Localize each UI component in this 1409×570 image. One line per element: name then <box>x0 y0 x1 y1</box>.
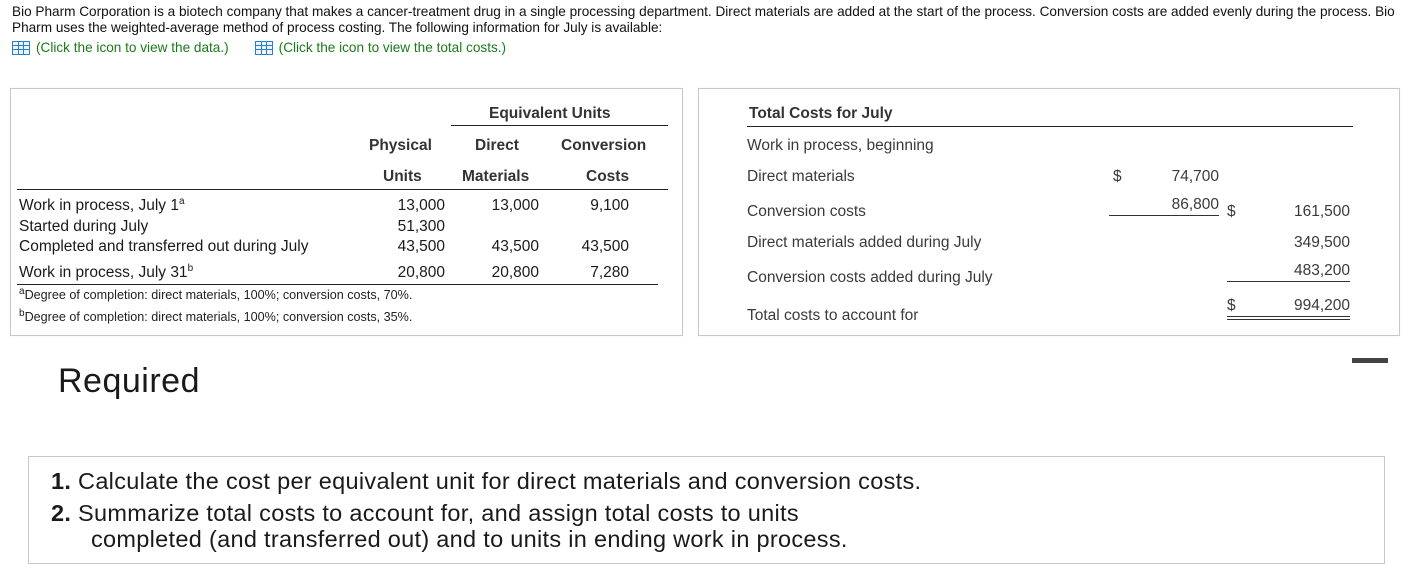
minimize-handle[interactable] <box>1352 358 1388 363</box>
costs-title: Total Costs for July <box>749 105 893 122</box>
view-total-costs-link[interactable] <box>255 40 506 55</box>
total-label: Total costs to account for <box>747 307 919 324</box>
row-physical: 43,500 <box>397 238 445 255</box>
view-data-link[interactable] <box>12 40 229 55</box>
cc-underline <box>1109 215 1219 216</box>
total-value: 994,200 <box>1293 297 1350 314</box>
equivalent-units-header: Equivalent Units <box>489 105 611 122</box>
col-dm-top: Direct <box>475 137 519 154</box>
requirement-1: 1. Calculate the cost per equivalent unit for direct materials and conversion costs. <box>51 468 922 494</box>
total-costs-panel <box>698 88 1400 336</box>
footnote-a: $^a$Degree of completion: direct materials, 100%; conversion costs, 70%. <box>19 285 413 302</box>
row-label-wip-july1: Work in process, July 1$^a$ <box>19 195 185 214</box>
row-label-started: Started during July <box>19 218 149 235</box>
row-physical: 20,800 <box>397 264 445 281</box>
row-physical: 51,300 <box>397 218 445 235</box>
header-rule <box>451 125 668 126</box>
title-rule <box>747 126 1353 127</box>
row-label-completed: Completed and transferred out during July <box>19 238 309 255</box>
problem-intro: Bio Pharm Corporation is a biotech company that makes a cancer-treatment drug in a single processing department. Direct materials are added at the start of the process. Conversion costs are added evenly during the process. Bio Pharm uses the weighted-average method of process costing. The following information for July is available: <box>12 4 1395 35</box>
total-dollar: $ <box>1227 297 1236 314</box>
row-label-wip-july31: Work in process, July 31$^b$ <box>19 262 194 281</box>
cc-value: 86,800 <box>1171 196 1219 213</box>
cc-total-dollar: $ <box>1227 203 1236 220</box>
row-physical: 13,000 <box>397 197 445 214</box>
cc-added-underline <box>1227 281 1350 282</box>
table-icon[interactable] <box>255 41 273 55</box>
dm-added-label: Direct materials added during July <box>747 234 982 251</box>
row-cc: 43,500 <box>581 238 629 255</box>
footnote-b: $^b$Degree of completion: direct materials, 100%; conversion costs, 35%. <box>19 307 413 324</box>
required-heading: Required <box>58 362 200 400</box>
total-double-rule-top <box>1227 316 1350 317</box>
cc-label: Conversion costs <box>747 203 866 220</box>
dm-value: 74,700 <box>1171 168 1219 185</box>
data-links <box>12 40 532 55</box>
columns-rule <box>17 189 668 190</box>
dm-added-value: 349,500 <box>1293 234 1350 251</box>
col-cc-top: Conversion <box>561 137 647 154</box>
view-data-label[interactable]: (Click the icon to view the data.) <box>36 40 229 55</box>
col-physical-bottom: Units <box>383 168 422 185</box>
row-cc: 7,280 <box>590 264 629 281</box>
dm-label: Direct materials <box>747 168 855 185</box>
table-icon[interactable] <box>12 41 30 55</box>
row-dm: 20,800 <box>491 264 539 281</box>
col-cc-bottom: Costs <box>586 168 630 185</box>
rows-bottom-rule <box>17 284 658 285</box>
view-total-costs-label[interactable]: (Click the icon to view the total costs.) <box>278 40 507 55</box>
wip-beginning-label: Work in process, beginning <box>747 137 934 154</box>
units-data-panel <box>10 88 683 336</box>
col-dm-bottom: Materials <box>462 168 530 185</box>
row-dm: 13,000 <box>491 197 539 214</box>
row-dm: 43,500 <box>491 238 539 255</box>
cc-added-label: Conversion costs added during July <box>747 269 993 286</box>
requirement-2-cont: completed (and transferred out) and to units in ending work in process. <box>91 526 848 552</box>
requirement-2: 2. Summarize total costs to account for, and assign total costs to units <box>51 500 799 526</box>
cc-added-value: 483,200 <box>1293 262 1350 279</box>
dm-dollar: $ <box>1113 168 1122 185</box>
requirements-box <box>28 456 1385 564</box>
col-physical-top: Physical <box>369 137 432 154</box>
beginning-wip-total: 161,500 <box>1293 203 1350 220</box>
total-double-rule-bottom <box>1227 319 1350 320</box>
row-cc: 9,100 <box>590 197 629 214</box>
